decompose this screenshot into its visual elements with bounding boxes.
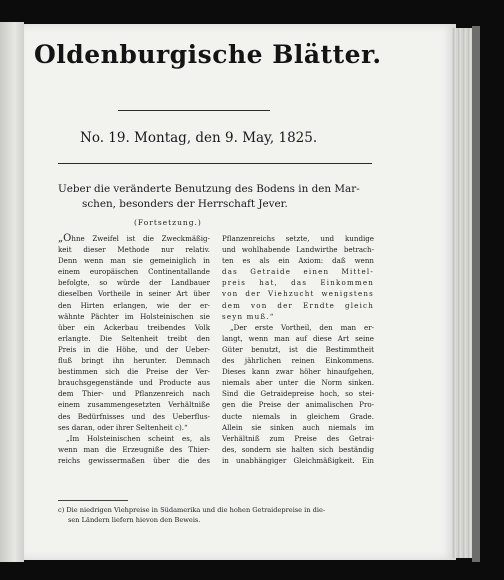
issue-line (80, 130, 340, 146)
body-line: des, sondern sie halten sich beständig (222, 444, 374, 454)
footnote-line-1: c) Die niedrigen Viehpreise in Südamerika und die hohen Getraidepreise in die- (58, 506, 326, 514)
article-title-line-2: schen, besonders der Herrschaft Jever. (82, 198, 288, 210)
body-line: wenn man die Erzeugniße des Thier- (58, 444, 210, 454)
body-line: erlangte. Die Seltenheit treibt den (58, 333, 210, 343)
body-line: niemals aber unter die Norm sinken. (222, 378, 374, 388)
facing-page-edge (0, 22, 24, 562)
page-stack-edges (452, 28, 472, 558)
body-line: fluß bringt ihn herunter. Demnach (58, 356, 210, 366)
masthead-rule (118, 110, 270, 111)
body-line-spaced: seyn muß.“ (222, 311, 275, 321)
body-line: wähnte Pächter im Holsteinischen sie (58, 311, 210, 321)
body-line-spaced: von der Viehzucht wenigstens (222, 289, 374, 299)
body-line-spaced: das Getraide einen Mittel- (222, 267, 374, 277)
article-title-line-1: Ueber die veränderte Benutzung des Bodens in den Mar- (58, 183, 360, 195)
body-line: über ein Ackerbau treibendes Volk (58, 322, 210, 332)
body-line: „Im Holsteinischen scheint es, als (66, 433, 210, 443)
body-line: einem zusammengesetzten Verhältniße (58, 400, 210, 410)
body-line: „Der erste Vortheil, den man er- (230, 322, 374, 332)
body-line: ses daran, oder ihrer Seltenheit c).“ (58, 422, 188, 432)
issue-number-prefix: No. (80, 130, 104, 146)
body-line: dieselben Vortheile in seiner Art über (58, 289, 210, 299)
body-line: des Bedürfnisses und des Ueberflus- (58, 411, 210, 421)
body-line: Sind die Getraidepreise hoch, so stei- (222, 389, 374, 399)
body-line: befolgte, so würde der Landbauer (58, 278, 210, 288)
body-line: bestimmen sich die Preise der Ver- (58, 367, 210, 377)
body-line: und wohlhabende Landwirthe betrach- (222, 245, 374, 255)
body-line: Denn wenn man sie gemeiniglich in (58, 256, 210, 266)
body-line: gen die Preise der animalischen Pro- (222, 400, 374, 410)
body-line: Güter benutzt, ist die Bestimmtheit (222, 344, 374, 354)
body-line: des jährlichen reinen Einkommens. (222, 356, 374, 366)
body-line: brauchsgegenstände und Producte aus (58, 378, 210, 388)
body-line: Pflanzenreichs setzte, und kundige (222, 234, 374, 243)
body-line: in unabhängiger Gleichmäßigkeit. Ein (222, 455, 374, 465)
issue-date-text: 19. Montag, den 9. May, 1825. (108, 130, 318, 146)
body-line: ten es als ein Axiom: daß wenn (222, 256, 374, 266)
body-line: Verhältniß zum Preise des Getrai- (222, 433, 374, 443)
body-line-spaced: preis hat, das Einkommen (222, 278, 374, 288)
header-rule (58, 163, 372, 164)
footnote-line-2: sen Ländern liefern hievon den Beweis. (68, 516, 201, 524)
continued-label: (Fortsetzung.) (134, 218, 202, 227)
masthead-title: Oldenburgische Blätter. (34, 40, 382, 69)
body-line: einem europäischen Continentallande (58, 267, 210, 277)
body-line: dem Thier- und Pflanzenreich nach (58, 389, 210, 399)
body-line: keit dieser Methode nur relativ. (58, 245, 210, 255)
body-line: Allein sie sinken auch niemals im (222, 422, 374, 432)
body-line: langt, wenn man auf diese Art seine (222, 333, 374, 343)
text-column-right (222, 233, 374, 466)
article-title (58, 182, 374, 212)
footnote-rule (58, 500, 128, 501)
body-line: Preis in die Höhe, und der Ueber- (58, 344, 210, 354)
body-line: den Hirten erlangen, wie der er- (58, 300, 210, 310)
book-cover-edge (472, 26, 480, 562)
body-line: reichs gewissermaßen über die des (58, 455, 210, 465)
body-line-spaced: dem von der Erndte gleich (222, 300, 374, 310)
text-column-left (58, 233, 210, 466)
body-line: Dieses kann zwar höher hinaufgehen, (222, 367, 374, 377)
body-line: „Ohne Zweifel ist die Zweckmäßig- (58, 233, 210, 244)
footnote (58, 505, 378, 525)
body-line: ducte niemals in gleichem Grade. (222, 411, 374, 421)
